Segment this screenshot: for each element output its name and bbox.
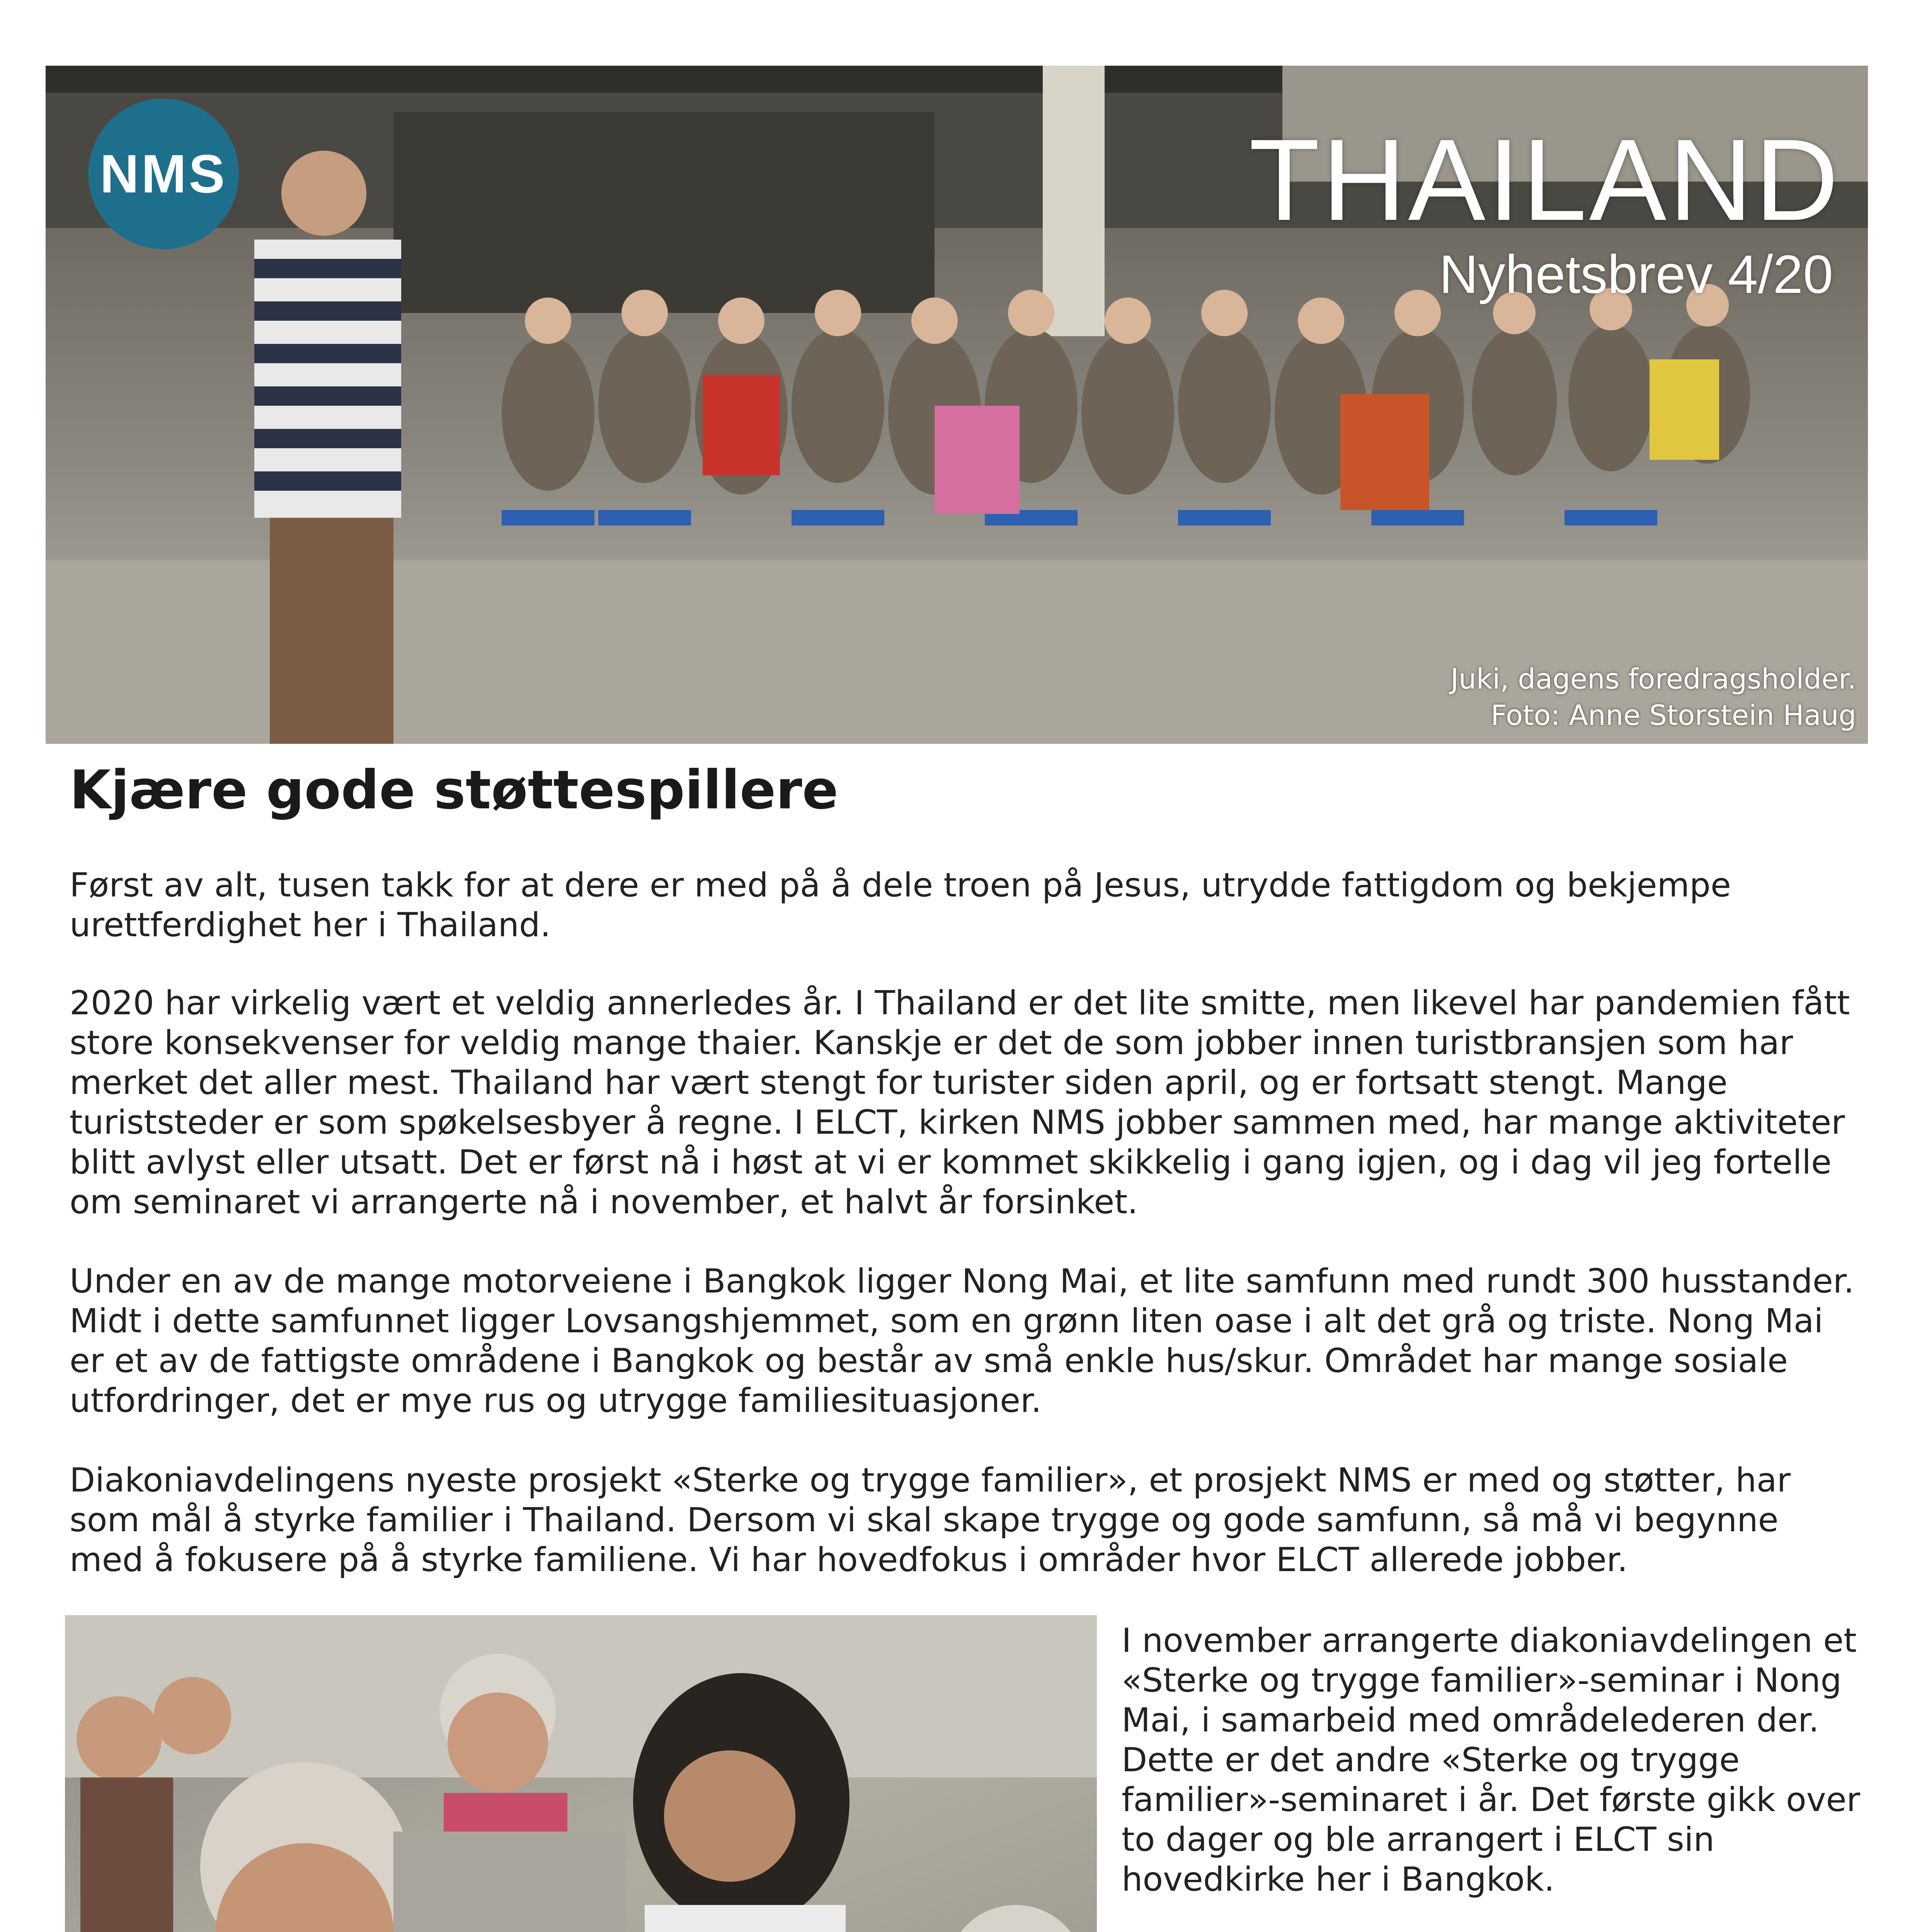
article-heading: Kjære gode støttespillere	[70, 759, 839, 821]
newsletter-title: THAILAND	[1249, 115, 1841, 245]
column-paragraph-1: I november arrangerte diakoniavdelingen et «Sterke og trygge familier»-seminar i Nong Mai, i samarbeid med områdelederen der. Dette er det andre «Sterke og trygge familier»-seminaret i år. Det første gikk over to dager og ble arrangert i ELCT sin hovedkirke her i Bangkok.	[1122, 1621, 1860, 1899]
header-photo-caption-line2: Foto: Anne Storstein Haug	[1491, 699, 1856, 731]
article-paragraph-3: Under en av de mange motorveiene i Bangkok ligger Nong Mai, et lite samfunn med rundt 300 husstander. Midt i dette samfunnet ligger Lovsangshjemmet, som en grønn liten oase i alt det grå og triste. Nong Mai er et av de fattigste områdene i Bangkok og består av små enkle hus/skur. Området har mange sosiale utfordringer, det er mye rus og utrygge familiesituasjoner.	[70, 1262, 1854, 1420]
newsletter-subtitle: Nyhetsbrev 4/20	[1439, 244, 1833, 304]
header-photo-caption-line1: Juki, dagens foredragsholder.	[1450, 663, 1856, 695]
food-distribution-photo-scene	[65, 1615, 1097, 1932]
nms-logo: NMS	[88, 99, 239, 249]
article-paragraph-2: 2020 har virkelig vært et veldig annerledes år. I Thailand er det lite smitte, men likevel har pandemien fått store konsekvenser for veldig mange thaier. Kanskje er det de som jobber innen turistbransjen som har merket det aller mest. Thailand har vært stengt for turister siden april, og er fortsatt stengt. Mange turiststeder er som spøkelsesbyer å regne. I ELCT, kirken NMS jobber sammen med, har mange aktiviteter blitt avlyst eller utsatt. Det er først nå i høst at vi er kommet skikkelig i gang igjen, og i dag vil jeg fortelle om seminaret vi arrangerte nå i november, et halvt år forsinket.	[70, 984, 1850, 1221]
food-distribution-photo	[65, 1615, 1097, 1932]
header-photo	[46, 66, 1868, 744]
article-paragraph-4: Diakoniavdelingens nyeste prosjekt «Sterke og trygge familier», et prosjekt NMS er med og støtter, har som mål å styrke familier i Thailand. Dersom vi skal skape trygge og gode samfunn, så må vi begynne med å fokusere på å styrke familiene. Vi har hovedfokus i områder hvor ELCT allerede jobber.	[70, 1461, 1791, 1579]
article-paragraph-1: Først av alt, tusen takk for at dere er med på å dele troen på Jesus, utrydde fattigdom og bekjempe urettferdighet her i Thailand.	[70, 866, 1731, 944]
header-photo-caption	[1451, 661, 1856, 733]
